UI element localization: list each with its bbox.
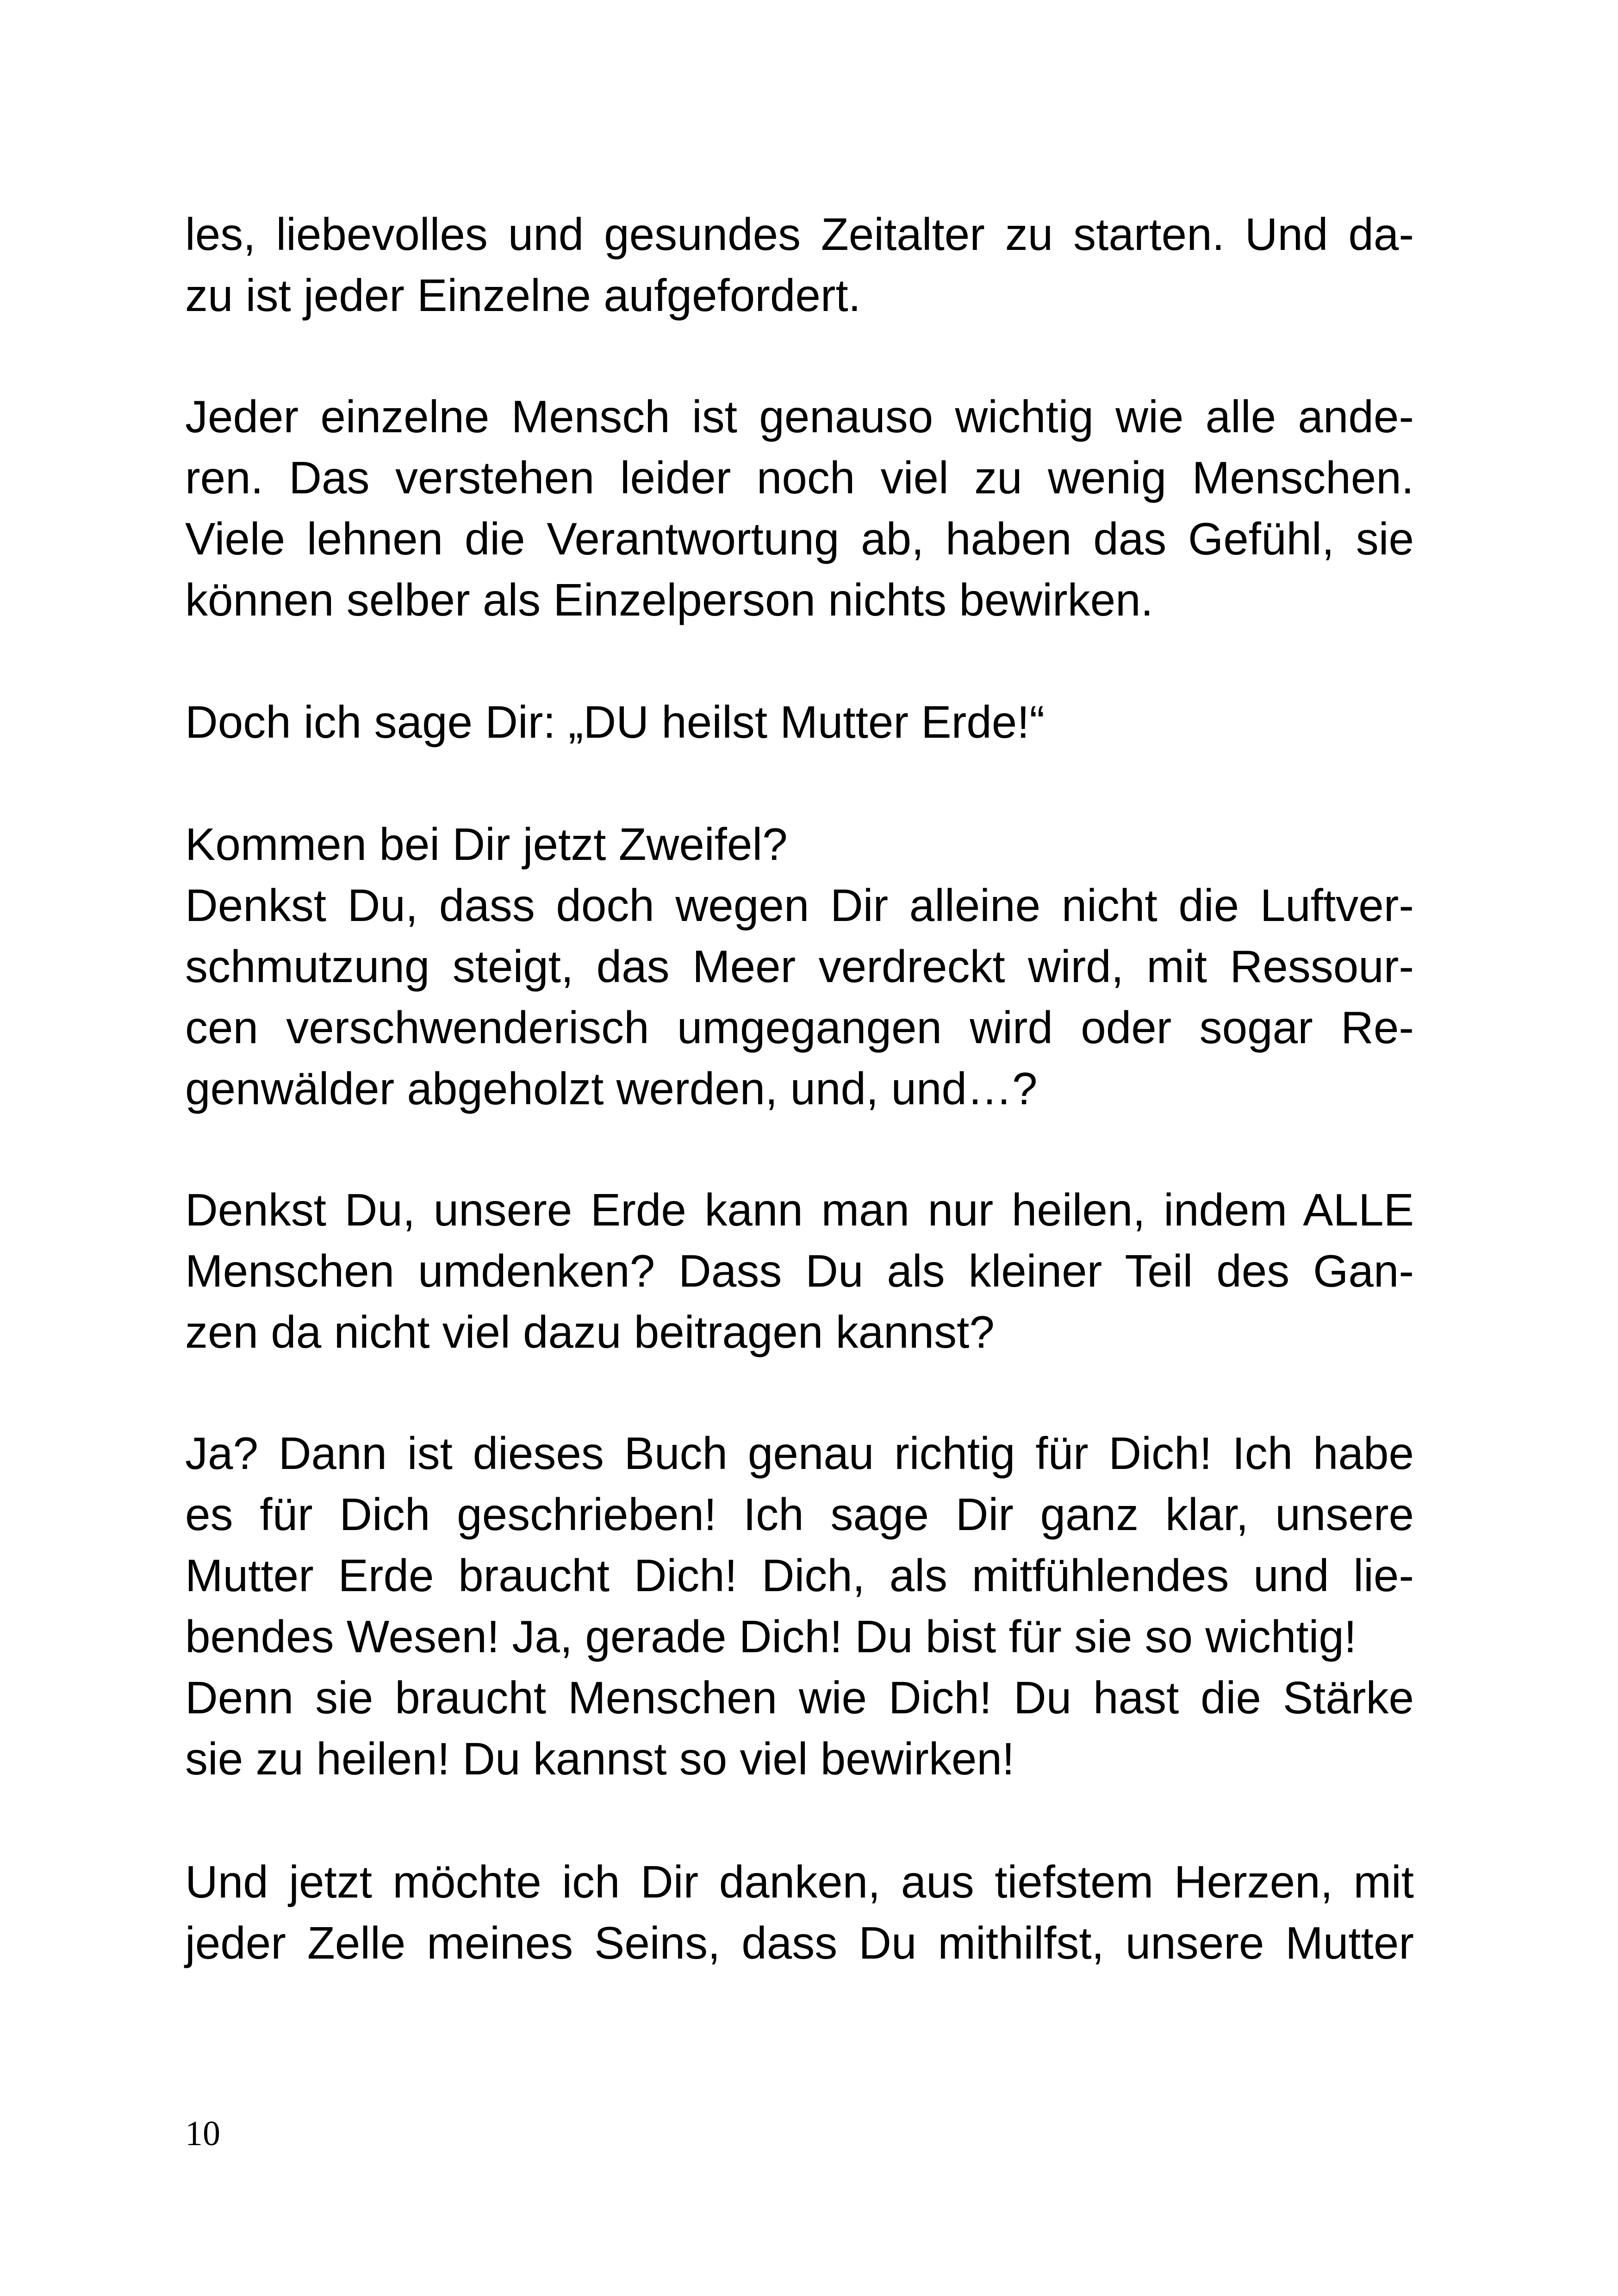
paragraph-1	[185, 204, 1414, 326]
text-line: les, liebevolles und gesundes Zeitalter zu starten. Und da-	[185, 209, 1414, 260]
paragraph-4	[185, 814, 1414, 1119]
text-line: Und jetzt möchte ich Dir danken, aus tiefstem Herzen, mit	[185, 1856, 1414, 1907]
text-line: Denkst Du, unsere Erde kann man nur heilen, indem ALLE	[185, 1184, 1414, 1235]
text-line: Denn sie braucht Menschen wie Dich! Du hast die Stärke	[185, 1672, 1414, 1723]
text-line: können selber als Einzelperson nichts bewirken.	[185, 574, 1153, 625]
text-line: schmutzung steigt, das Meer verdreckt wird, mit Ressour-	[185, 941, 1414, 992]
text-line: cen verschwenderisch umgegangen wird oder sogar Re-	[185, 1002, 1414, 1053]
text-line: Kommen bei Dir jetzt Zweifel?	[185, 819, 788, 870]
text-line: Denkst Du, dass doch wegen Dir alleine nicht die Luftver-	[185, 880, 1414, 931]
text-line: bendes Wesen! Ja, gerade Dich! Du bist für sie so wichtig!	[185, 1611, 1357, 1662]
text-line: Viele lehnen die Verantwortung ab, haben das Gefühl, sie	[185, 513, 1414, 564]
page-number: 10	[185, 2114, 220, 2153]
text-line: sie zu heilen! Du kannst so viel bewirken!	[185, 1733, 1015, 1784]
paragraph-5	[185, 1179, 1414, 1363]
text-line: Ja? Dann ist dieses Buch genau richtig für Dich! Ich habe	[185, 1428, 1414, 1479]
text-line: Jeder einzelne Mensch ist genauso wichtig wie alle ande-	[185, 391, 1414, 442]
text-line: zu ist jeder Einzelne aufgefordert.	[185, 270, 861, 321]
text-line: Menschen umdenken? Dass Du als kleiner Teil des Gan-	[185, 1245, 1414, 1296]
text-line: zen da nicht viel dazu beitragen kannst?	[185, 1307, 995, 1357]
paragraph-7	[185, 1851, 1414, 1973]
text-line: es für Dich geschrieben! Ich sage Dir ganz klar, unsere	[185, 1489, 1414, 1540]
paragraph-6	[185, 1423, 1414, 1789]
text-line: Doch ich sage Dir: „DU heilst Mutter Erde!“	[185, 697, 1045, 747]
paragraph-2	[185, 386, 1414, 630]
text-line: jeder Zelle meines Seins, dass Du mithilfst, unsere Mutter	[185, 1917, 1414, 1968]
text-line: ren. Das verstehen leider noch viel zu wenig Menschen.	[185, 452, 1414, 503]
paragraph-3	[185, 691, 1414, 753]
text-line: genwälder abgeholzt werden, und, und…?	[185, 1063, 1038, 1114]
text-line: Mutter Erde braucht Dich! Dich, als mitfühlendes und lie-	[185, 1550, 1414, 1601]
